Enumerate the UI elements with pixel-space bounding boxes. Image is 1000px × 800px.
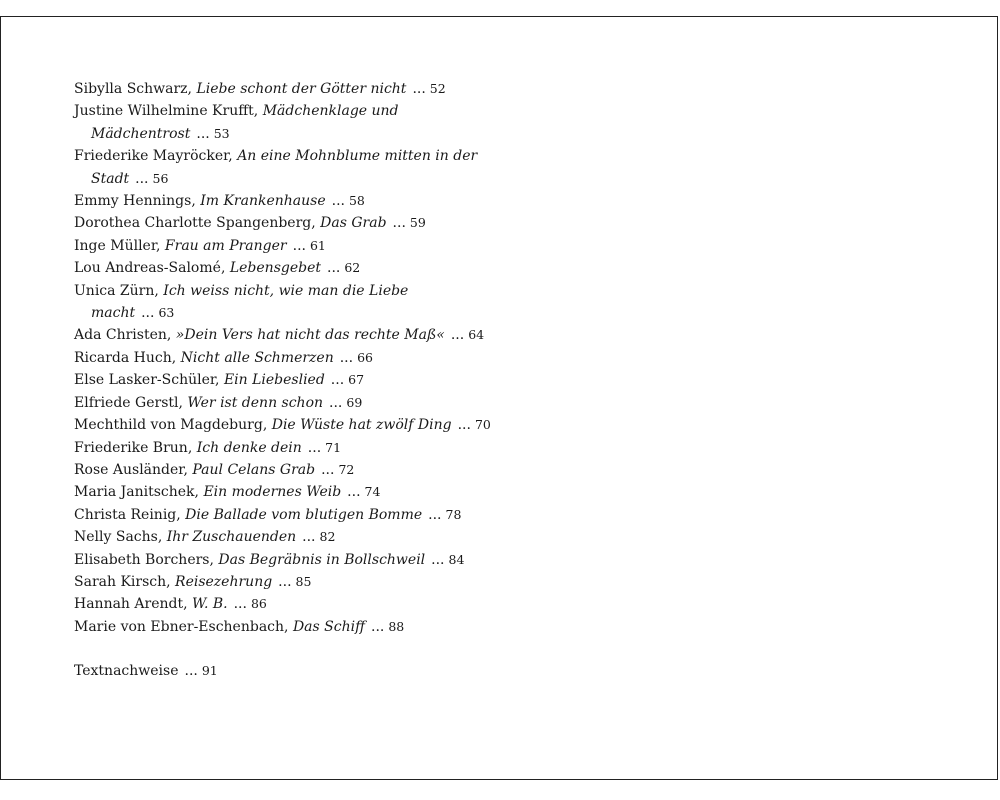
entry-page-number: 69 [346, 394, 363, 410]
entry-title: »Dein Vers hat nicht das rechte Maß« [175, 327, 445, 344]
toc-entry [74, 212, 494, 234]
entry-comma: , [183, 596, 188, 613]
entry-page-number: 59 [409, 215, 426, 231]
entry-title: Frau am Pranger [164, 237, 287, 254]
entry-title: Ich weiss nicht, wie man die Liebe macht [91, 282, 409, 322]
toc-entry [74, 78, 494, 100]
toc-entry-appendix [74, 660, 494, 682]
toc-entry [74, 459, 494, 481]
entry-page-number: 58 [348, 193, 365, 209]
entry-separator: ... [392, 215, 406, 232]
entry-author: Ricarda Huch [74, 349, 172, 366]
entry-title: Im Krankenhause [200, 193, 326, 210]
entry-comma: , [311, 215, 316, 232]
toc-entry [74, 145, 494, 190]
entry-title: Mädchenklage und Mädchentrost [91, 103, 399, 142]
entry-title: Das Grab [320, 215, 387, 232]
entry-comma: , [156, 237, 161, 254]
entry-page-number: 88 [388, 618, 405, 634]
entry-separator: ... [457, 417, 471, 434]
entry-page-number: 74 [364, 484, 381, 500]
entry-page-number: 85 [295, 573, 312, 589]
entry-author: Rose Ausländer [74, 461, 184, 478]
toc-entry [74, 324, 494, 346]
entry-page-number: 61 [309, 237, 326, 253]
toc-entry [74, 549, 494, 571]
entry-separator: ... [196, 125, 210, 142]
toc-entry [74, 593, 494, 615]
toc-entry [74, 616, 494, 638]
entry-comma: , [209, 551, 214, 568]
entry-author: Else Lasker-Schüler [74, 372, 216, 389]
entry-title: Die Wüste hat zwölf Ding [271, 417, 452, 434]
entry-author: Marie von Ebner-Eschenbach [74, 618, 285, 635]
toc-entry [74, 190, 494, 212]
entry-title: An eine Mohnblume mitten in der Stadt [91, 148, 478, 187]
entry-title: Nicht alle Schmerzen [180, 349, 334, 366]
entry-comma: , [220, 260, 226, 277]
entry-title: Lebensgebet [229, 260, 321, 277]
entry-author: Lou Andreas-Salomé [74, 260, 221, 277]
entry-comma: , [187, 439, 193, 456]
entry-separator: ... [371, 618, 385, 635]
entry-author: Mechthild von Magdeburg [74, 417, 263, 434]
entry-comma: , [183, 461, 188, 478]
entry-author: Emmy Hennings [74, 193, 192, 210]
toc-entry-list [74, 78, 494, 638]
entry-page-number: 72 [338, 461, 355, 477]
entry-page-number: 52 [429, 81, 446, 96]
entry-comma: , [157, 529, 163, 546]
entry-page-number: 71 [325, 439, 342, 455]
entry-author: Sarah Kirsch [74, 573, 167, 590]
entry-page-number: 82 [319, 529, 336, 545]
entry-title: Das Schiff [292, 618, 365, 635]
table-of-contents [74, 78, 494, 683]
entry-comma: , [166, 573, 171, 590]
toc-entry [74, 414, 494, 436]
entry-page-number: 53 [213, 125, 230, 141]
entry-comma: , [215, 372, 220, 389]
entry-comma: , [253, 103, 259, 120]
entry-comma: , [191, 193, 196, 210]
entry-title: Reisezehrung [175, 573, 273, 590]
entry-page-number: 86 [250, 596, 267, 612]
entry-title: Wer ist denn schon [187, 394, 324, 411]
entry-separator: ... [141, 305, 155, 322]
entry-author: Elisabeth Borchers [74, 551, 210, 568]
entry-title: Ein Liebeslied [223, 372, 325, 389]
toc-entry [74, 437, 494, 459]
entry-author: Ada Christen [74, 327, 167, 344]
entry-title: Das Begräbnis in Bollschweil [218, 551, 426, 568]
entry-author: Elfriede Gerstl [74, 394, 179, 411]
entry-separator: ... [292, 237, 306, 254]
entry-page-number: 64 [468, 327, 485, 343]
entry-title: Liebe schont der Götter nicht [196, 81, 407, 97]
entry-separator: ... [278, 573, 292, 590]
entry-author: Friederike Mayröcker [74, 148, 229, 165]
entry-comma: , [178, 394, 183, 411]
appendix-page-number: 91 [201, 663, 218, 679]
appendix-label: Textnachweise [74, 663, 179, 680]
entry-separator: ... [302, 529, 316, 546]
toc-entry [74, 392, 494, 414]
entry-separator: ... [431, 551, 445, 568]
entry-author: Hannah Arendt [74, 596, 184, 613]
entry-comma: , [166, 327, 172, 344]
entry-title: Ein modernes Weib [203, 484, 342, 501]
entry-separator: ... [428, 506, 442, 523]
toc-entry [74, 369, 494, 391]
entry-separator: ... [184, 663, 198, 680]
entry-title: W. B. [192, 596, 228, 613]
entry-separator: ... [321, 461, 335, 478]
entry-comma: , [187, 81, 192, 97]
toc-entry [74, 481, 494, 503]
entry-separator: ... [412, 81, 426, 97]
entry-author: Maria Janitschek [74, 484, 195, 501]
toc-entry [74, 100, 494, 145]
entry-title: Ich denke dein [196, 439, 302, 456]
entry-separator: ... [329, 394, 343, 411]
entry-comma: , [194, 484, 199, 501]
entry-comma: , [154, 282, 159, 299]
entry-page-number: 67 [348, 372, 365, 388]
entry-page-number: 62 [344, 260, 361, 276]
entry-separator: ... [450, 327, 465, 344]
entry-title: Paul Celans Grab [192, 461, 316, 478]
entry-author: Justine Wilhelmine Krufft [74, 103, 254, 120]
entry-title: Ihr Zuschauenden [166, 529, 297, 546]
toc-entry [74, 257, 494, 279]
entry-page-number: 56 [152, 170, 169, 186]
entry-comma: , [228, 148, 233, 165]
entry-separator: ... [307, 439, 322, 456]
entry-separator: ... [327, 260, 341, 277]
entry-page-number: 63 [158, 305, 175, 321]
entry-author: Sibylla Schwarz [74, 81, 188, 97]
entry-separator: ... [331, 193, 345, 210]
entry-title: Die Ballade vom blutigen Bomme [185, 506, 423, 523]
entry-author: Dorothea Charlotte Spangenberg [74, 215, 312, 232]
entry-comma: , [262, 417, 268, 434]
entry-author: Nelly Sachs [74, 529, 158, 546]
toc-entry [74, 347, 494, 369]
entry-page-number: 78 [445, 506, 462, 522]
entry-comma: , [171, 349, 177, 366]
entry-page-number: 66 [357, 349, 373, 365]
entry-author: Inge Müller [74, 237, 156, 254]
entry-page-number: 70 [474, 417, 491, 433]
entry-author: Unica Zürn [74, 282, 155, 299]
entry-separator: ... [330, 372, 345, 389]
toc-entry [74, 571, 494, 593]
entry-author: Friederike Brun [74, 439, 188, 456]
toc-entry [74, 235, 494, 257]
toc-entry [74, 280, 494, 325]
entry-separator: ... [339, 349, 354, 366]
entry-separator: ... [135, 170, 149, 187]
toc-entry [74, 526, 494, 548]
entry-separator: ... [347, 484, 361, 501]
toc-entry [74, 504, 494, 526]
entry-comma: , [284, 618, 289, 635]
entry-comma: , [176, 506, 181, 523]
entry-page-number: 84 [448, 551, 465, 567]
entry-separator: ... [233, 596, 247, 613]
entry-author: Christa Reinig [74, 506, 177, 523]
